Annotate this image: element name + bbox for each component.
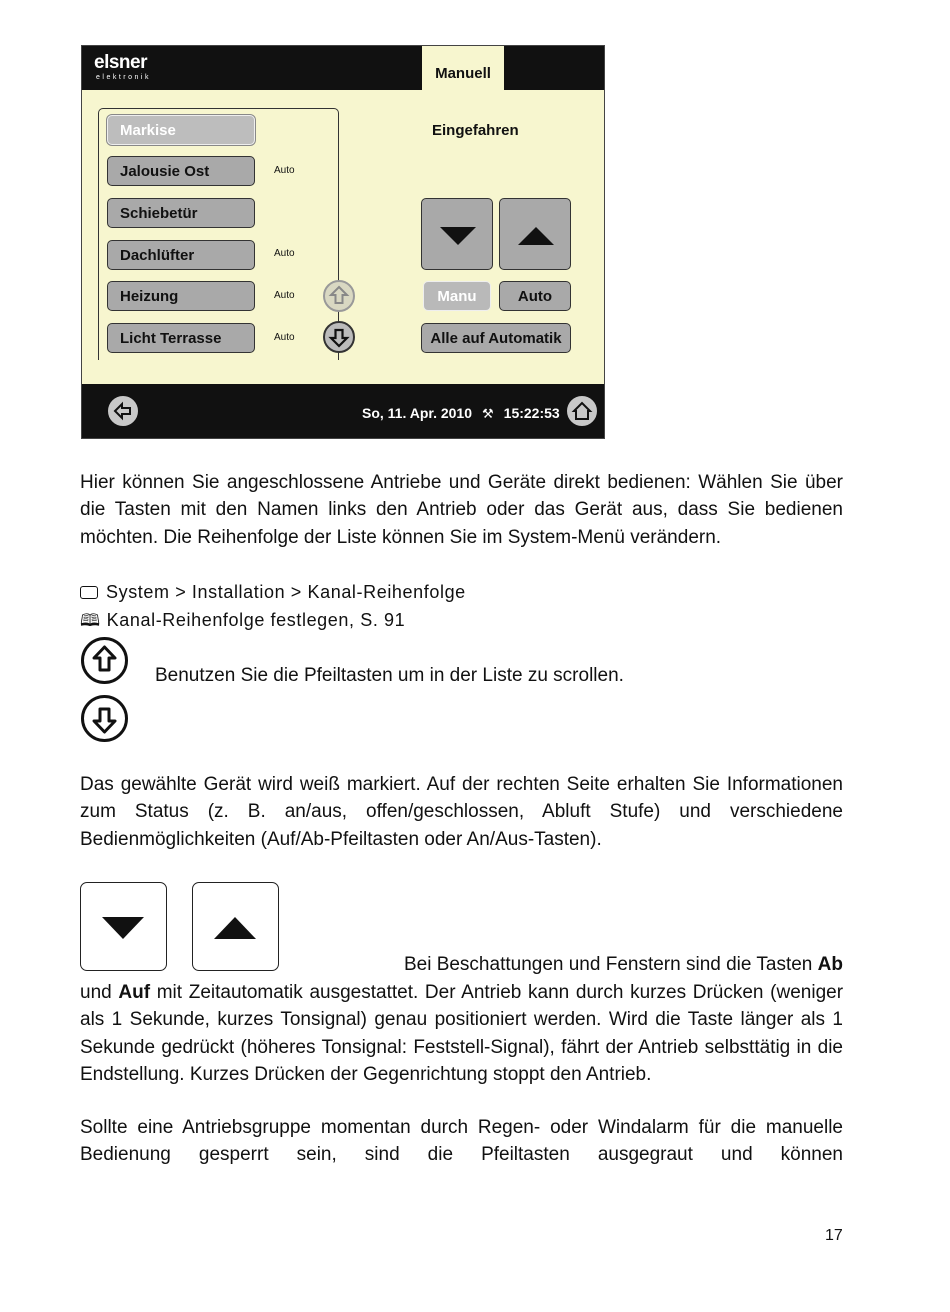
paragraph-buttons — [80, 979, 843, 1089]
book-icon: 🕮 — [80, 611, 101, 630]
channel-button-schiebetuer[interactable]: Schiebetür — [107, 198, 255, 228]
channel-button-licht-terrasse[interactable]: Licht Terrasse — [107, 323, 255, 353]
auf-label: Auf — [118, 982, 151, 1003]
buttons-intro-text: Bei Beschattungen und Fenstern sind die Tasten — [403, 954, 813, 975]
channel-mode-label: Auto — [274, 165, 295, 176]
date-text: So, 11. Apr. 2010 — [362, 405, 472, 421]
channel-mode-label: Auto — [274, 290, 295, 301]
channel-mode-label: Auto — [274, 248, 295, 259]
top-bar — [82, 46, 604, 90]
home-icon[interactable] — [567, 396, 597, 426]
scroll-down-icon[interactable] — [323, 321, 355, 353]
arrow-down-icon — [81, 883, 165, 969]
ab-label: Ab — [817, 954, 843, 975]
channel-mode-label: Auto — [274, 332, 295, 343]
paragraph-selection: Das gewählte Gerät wird weiß markiert. Auf der rechten Seite erhalten Sie Informationen zum Status (z. B. an/aus, offen/geschlossen, Abluft Stufe) und verschiedene Bedienmöglichkeiten (Auf/Ab-Pfeiltasten oder An/Aus-Tasten). — [80, 774, 843, 850]
brand-subtitle: elektronik — [96, 74, 151, 81]
paragraph-alarm: Sollte eine Antriebsgruppe momentan durch Regen- oder Windalarm für die manuelle Bedienung gesperrt sein, sind die Pfeiltasten ausgegraut und können — [80, 1117, 843, 1166]
tab-manuell[interactable]: Manuell — [422, 46, 504, 90]
und-text: und — [80, 982, 112, 1003]
buttons-detail-text: mit Zeitautomatik ausgestattet. Der Antrieb kann durch kurzes Drücken (weniger als 1 Sekunde, kurzes Tonsignal) genau positioniert werden. Wird die Taste länger als 1 Sekunde gedrückt (höheres Tonsignal: Feststell-Signal), fährt der Antrieb selbsttätig in die Endstellung. Kurzes Drücken der Gegenrichtung stoppt den Antrieb. — [80, 982, 844, 1086]
status-text: Eingefahren — [432, 122, 519, 139]
up-button[interactable] — [499, 198, 571, 270]
scroll-hint: Benutzen Sie die Pfeiltasten um in der Liste zu scrollen. — [155, 665, 624, 686]
scroll-up-icon — [81, 637, 128, 684]
book-reference: Kanal-Reihenfolge festlegen, S. 91 — [106, 610, 406, 630]
device-screen — [81, 45, 605, 439]
channel-button-jalousie-ost[interactable]: Jalousie Ost — [107, 156, 255, 186]
datetime-display — [362, 405, 560, 422]
channel-button-heizung[interactable]: Heizung — [107, 281, 255, 311]
wrench-icon: ⚒ — [482, 406, 494, 421]
paragraph-buttons-intro — [341, 951, 843, 978]
large-down-button — [80, 882, 167, 971]
screen-icon — [80, 586, 98, 599]
channel-button-dachluefter[interactable]: Dachlüfter — [107, 240, 255, 270]
scroll-up-icon[interactable] — [323, 280, 355, 312]
time-text: 15:22:53 — [503, 405, 560, 421]
arrow-up-icon — [193, 883, 277, 969]
menu-path-line — [80, 579, 466, 606]
auto-button[interactable]: Auto — [499, 281, 571, 311]
manu-button[interactable]: Manu — [423, 281, 491, 311]
book-ref-line — [80, 607, 405, 634]
scroll-down-icon — [81, 695, 128, 742]
arrow-down-icon — [422, 199, 494, 271]
arrow-up-icon — [500, 199, 572, 271]
large-up-button — [192, 882, 279, 971]
brand-logo: elsner — [94, 52, 147, 73]
back-icon[interactable] — [108, 396, 138, 426]
menu-path: System > Installation > Kanal-Reihenfolge — [106, 582, 466, 602]
all-auto-button[interactable]: Alle auf Automatik — [421, 323, 571, 353]
channel-button-markise[interactable]: Markise — [107, 115, 255, 145]
paragraph-intro: Hier können Sie angeschlossene Antriebe und Geräte direkt bedienen: Wählen Sie über die Tasten mit den Namen links den Antrieb oder das Gerät aus, dass Sie bedienen möchten. Die Reihenfolge der Liste können Sie im System-Menü verändern. — [80, 472, 843, 548]
page-number: 17 — [825, 1227, 843, 1244]
bottom-bar — [82, 384, 604, 438]
down-button[interactable] — [421, 198, 493, 270]
